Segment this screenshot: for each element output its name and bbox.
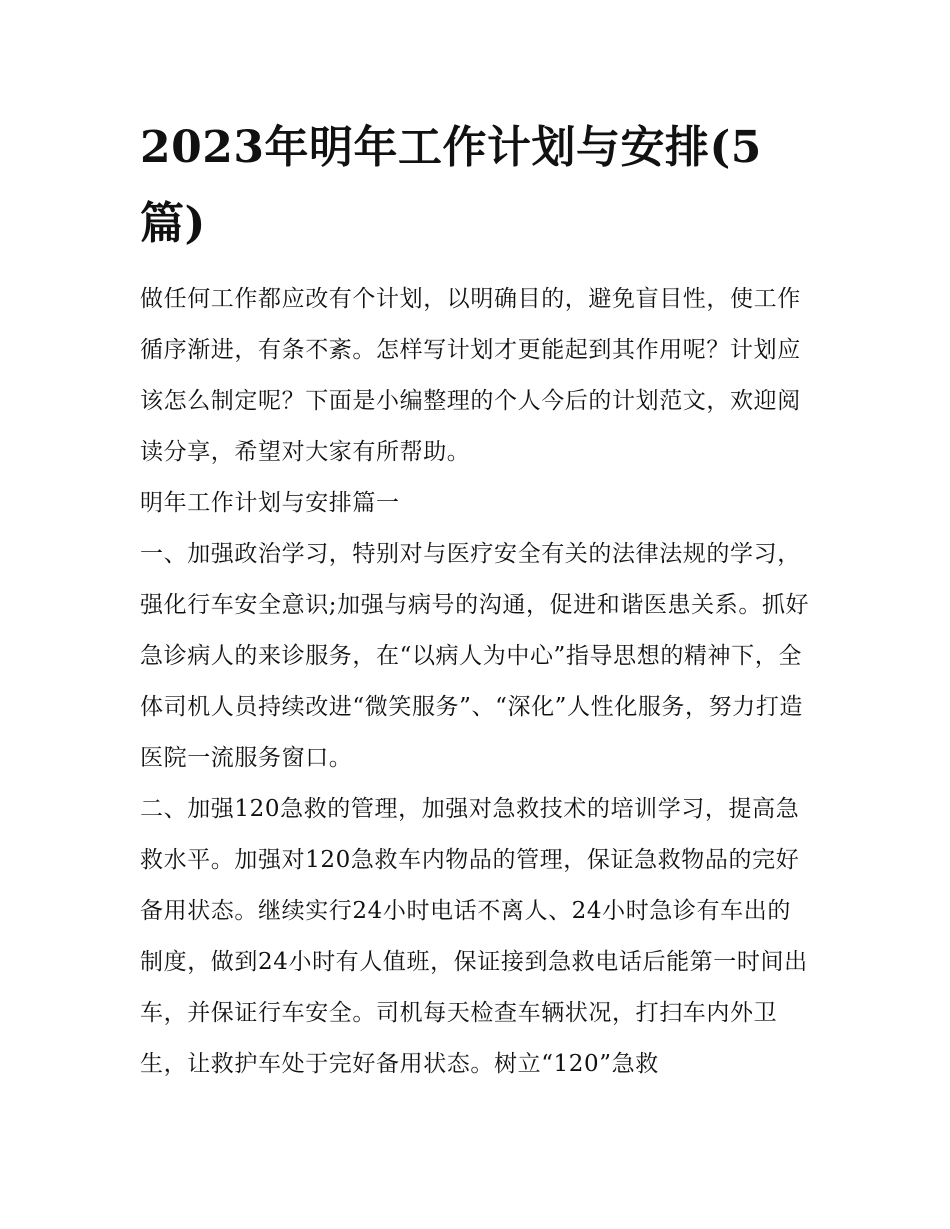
- document-body: [140, 274, 812, 1090]
- body-paragraph: 二、加强120急救的管理，加强对急救技术的培训学习，提高急救水平。加强对120急救车内物品的管理，保证急救物品的完好备用状态。继续实行24小时电话不离人、24小时急诊有车出的制度，做到24小时有人值班，保证接到急救电话后能第一时间出车，并保证行车安全。司机每天检查车辆状况，打扫车内外卫生，让救护车处于完好备用状态。树立“120”急救: [140, 796, 808, 1077]
- body-paragraph: 一、加强政治学习，特别对与医疗安全有关的法律法规的学习，强化行车安全意识;加强与病号的沟通，促进和谐医患关系。抓好急诊病人的来诊服务，在“以病人为中心”指导思想的精神下，全体司机人员持续改进“微笑服务”、“深化”人性化服务，努力打造医院一流服务窗口。: [140, 541, 810, 771]
- intro-paragraph: 做任何工作都应改有个计划，以明确目的，避免盲目性，使工作循序渐进，有条不紊。怎样写计划才更能起到其作用呢？计划应该怎么制定呢？下面是小编整理的个人今后的计划范文，欢迎阅读分享，希望对大家有所帮助。: [140, 286, 801, 465]
- document-title: 2023年明年工作计划与安排(5篇): [140, 122, 762, 249]
- section-heading: 明年工作计划与安排篇一: [140, 490, 400, 516]
